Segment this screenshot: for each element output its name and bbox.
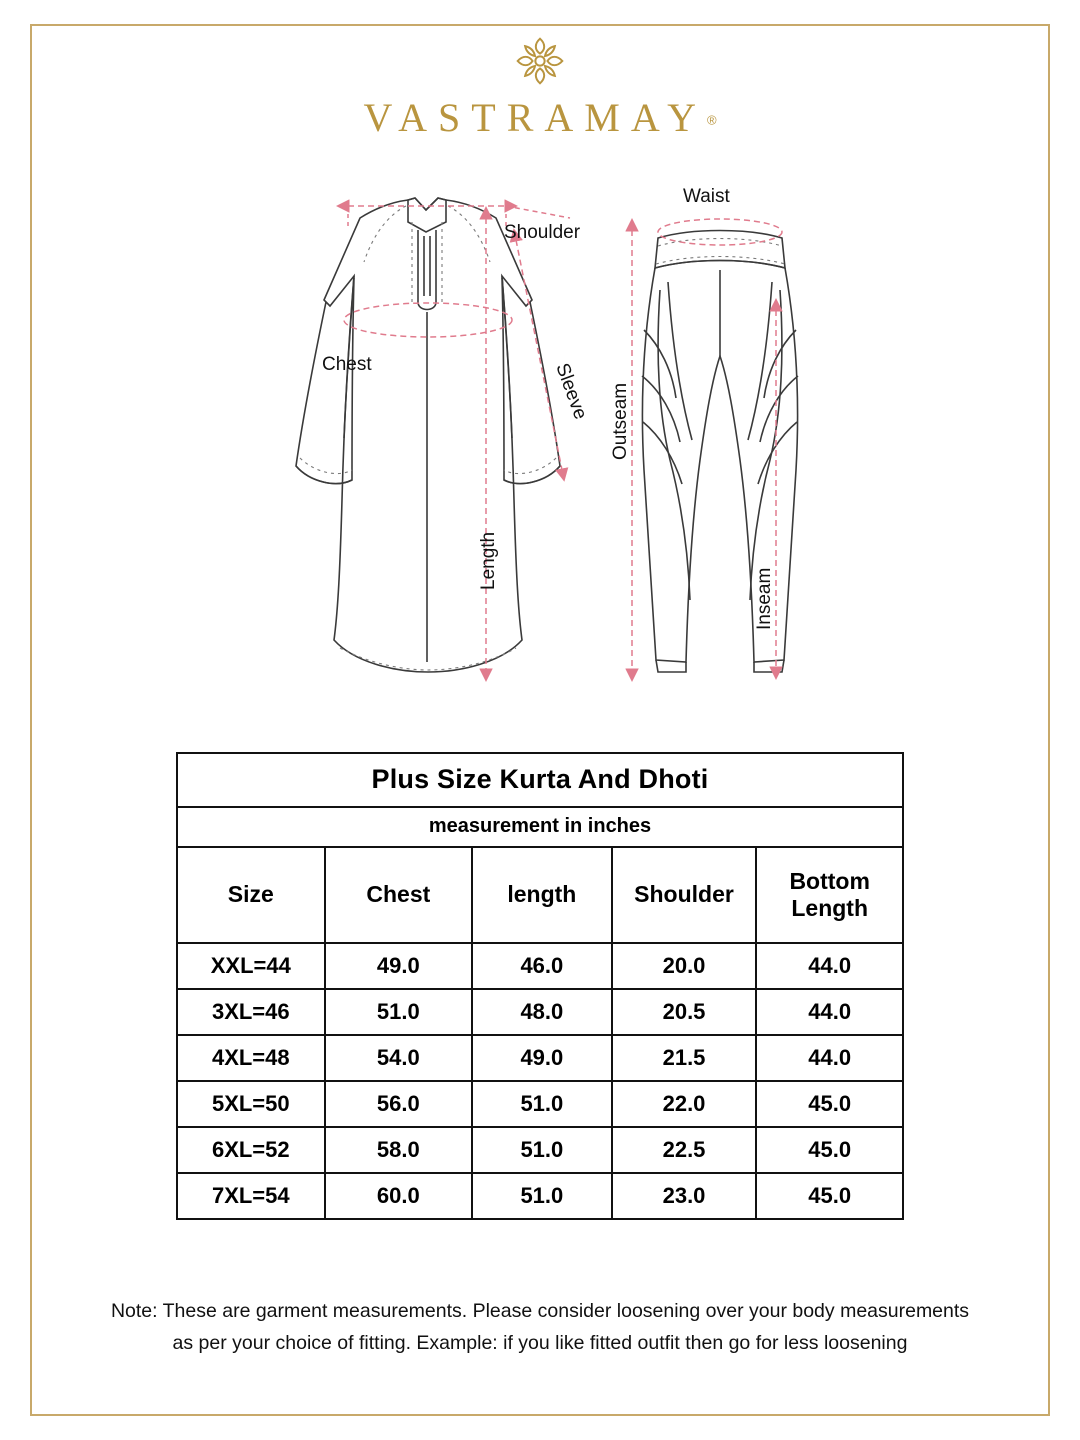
table-title-row [177, 753, 903, 807]
column-header-length: length [472, 847, 612, 943]
cell-size: 7XL=54 [177, 1173, 325, 1219]
cell-chest: 60.0 [325, 1173, 472, 1219]
cell-length: 51.0 [472, 1127, 612, 1173]
kurta-measure-lines [344, 206, 570, 670]
label-outseam: Outseam [610, 382, 631, 460]
cell-length: 49.0 [472, 1035, 612, 1081]
note-line-1: Note: These are garment measurements. Please consider loosening over your body measurements [110, 1300, 970, 1322]
garment-illustration [240, 170, 840, 730]
cell-size: 5XL=50 [177, 1081, 325, 1127]
column-header-chest: Chest [325, 847, 472, 943]
column-header-bottom-line2: Length [791, 895, 869, 921]
cell-size: 4XL=48 [177, 1035, 325, 1081]
cell-chest: 54.0 [325, 1035, 472, 1081]
cell-shoulder: 21.5 [612, 1035, 757, 1081]
kurta-drawing [296, 198, 560, 672]
cell-bottom-length: 44.0 [756, 989, 903, 1035]
table-row [177, 1127, 903, 1173]
cell-chest: 51.0 [325, 989, 472, 1035]
cell-bottom-length: 45.0 [756, 1127, 903, 1173]
table-row [177, 1173, 903, 1219]
label-waist: Waist [683, 186, 730, 207]
cell-length: 48.0 [472, 989, 612, 1035]
measurement-note [52, 1296, 1028, 1359]
cell-shoulder: 23.0 [612, 1173, 757, 1219]
column-header-shoulder: Shoulder [612, 847, 757, 943]
table-subtitle-row [177, 807, 903, 847]
table-row [177, 943, 903, 989]
floral-emblem-icon [509, 30, 571, 92]
table-row [177, 1081, 903, 1127]
cell-size: XXL=44 [177, 943, 325, 989]
label-chest: Chest [322, 354, 372, 375]
column-header-bottom-length [756, 847, 903, 943]
cell-bottom-length: 44.0 [756, 1035, 903, 1081]
cell-bottom-length: 45.0 [756, 1173, 903, 1219]
table-title: Plus Size Kurta And Dhoti [177, 753, 903, 807]
column-header-size: Size [177, 847, 325, 943]
table-row [177, 1035, 903, 1081]
column-header-bottom-line1: Bottom [789, 867, 870, 894]
cell-length: 46.0 [472, 943, 612, 989]
cell-bottom-length: 44.0 [756, 943, 903, 989]
cell-shoulder: 20.5 [612, 989, 757, 1035]
table-header-row [177, 847, 903, 943]
cell-chest: 49.0 [325, 943, 472, 989]
registered-trademark-symbol: ® [706, 112, 717, 128]
cell-chest: 56.0 [325, 1081, 472, 1127]
cell-size: 3XL=46 [177, 989, 325, 1035]
cell-length: 51.0 [472, 1081, 612, 1127]
cell-chest: 58.0 [325, 1127, 472, 1173]
cell-shoulder: 20.0 [612, 943, 757, 989]
cell-size: 6XL=52 [177, 1127, 325, 1173]
label-length: Length [478, 531, 499, 590]
cell-bottom-length: 45.0 [756, 1081, 903, 1127]
table-row [177, 989, 903, 1035]
cell-length: 51.0 [472, 1173, 612, 1219]
label-inseam: Inseam [754, 567, 775, 630]
label-shoulder: Shoulder [504, 222, 581, 243]
cell-shoulder: 22.0 [612, 1081, 757, 1127]
cell-shoulder: 22.5 [612, 1127, 757, 1173]
table-subtitle: measurement in inches [177, 807, 903, 847]
note-line-2: as per your choice of fitting. Example: if you like fitted outfit then go for less loosening [172, 1331, 908, 1354]
label-sleeve: Sleeve [551, 360, 591, 423]
size-chart-table [176, 752, 904, 1220]
brand-name: VASTRAMAY [363, 95, 707, 140]
brand-header [0, 30, 1080, 141]
